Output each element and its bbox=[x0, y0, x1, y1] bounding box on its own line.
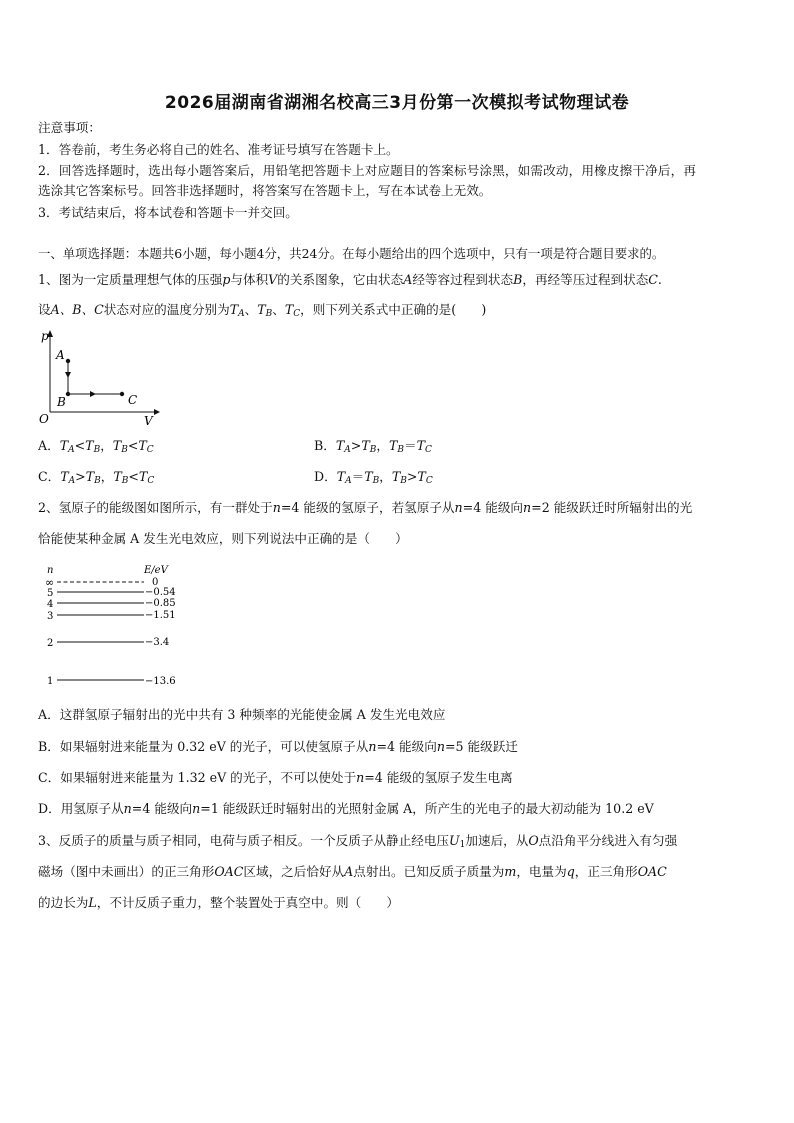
level-e-4: −0.85 bbox=[145, 598, 176, 609]
point-b-label: B bbox=[57, 395, 66, 409]
point-a bbox=[66, 359, 70, 363]
level-e-5: −0.54 bbox=[145, 587, 176, 598]
q2-option-d[interactable]: D．用氢原子从n=4 能级向n=1 能级跃迁时辐射出的光照射金属 A，所产生的光电子的最大初动能为 10.2 eV bbox=[38, 801, 654, 816]
q1-stem-line2: 设A、B、C状态对应的温度分别为$T_A$、$T_B$、$T_C$，则下列关系式中正确的是( ) bbox=[38, 302, 487, 319]
level-n-4: 4 bbox=[47, 599, 54, 610]
pv-graph bbox=[36, 328, 166, 428]
point-b bbox=[66, 392, 70, 396]
v-label: V bbox=[144, 414, 153, 428]
notice-item-2-cont: 选涂其它答案标号。回答非选择题时，将答案写在答题卡上，写在本试卷上无效。 bbox=[38, 183, 492, 198]
isochoric-arrow bbox=[65, 372, 71, 378]
q2-option-b[interactable]: B．如果辐射进来能量为 0.32 eV 的光子，可以使氢原子从n=4 能级向n=5 能级跃迁 bbox=[38, 739, 518, 754]
q2-option-c[interactable]: C．如果辐射进来能量为 1.32 eV 的光子，不可以使处于n=4 能级的氢原子发生电离 bbox=[38, 770, 513, 785]
level-e-1: −13.6 bbox=[145, 676, 176, 687]
q1-option-d[interactable]: D．$T_A=T_B$，$T_B>T_C$ bbox=[314, 469, 433, 486]
q1-option-c[interactable]: C．$T_A>T_B$，$T_B<T_C$ bbox=[38, 469, 155, 486]
point-a-label: A bbox=[56, 348, 65, 362]
q1-option-a[interactable]: A．$T_A<T_B$，$T_B<T_C$ bbox=[38, 438, 154, 455]
e-header: E/eV bbox=[144, 565, 168, 576]
q2-stem-line2: 恰能使某种金属 A 发生光电效应，则下列说法中正确的是（ ） bbox=[38, 531, 408, 546]
level-n-2: 2 bbox=[47, 638, 54, 649]
point-c bbox=[120, 392, 124, 396]
notice-item-3: 3．考试结束后，将本试卷和答题卡一并交回。 bbox=[38, 205, 298, 220]
n-header: n bbox=[47, 565, 54, 576]
section-heading: 一、单项选择题：本题共6小题，每小题4分，共24分。在每小题给出的四个选项中，只有一项是符合题目要求的。 bbox=[38, 246, 665, 261]
q2-option-a[interactable]: A．这群氢原子辐射出的光中共有 3 种频率的光能使金属 A 发生光电效应 bbox=[38, 707, 446, 722]
point-c-label: C bbox=[128, 393, 138, 407]
notice-item-1: 1．答卷前，考生务必将自己的姓名、准考证号填写在答题卡上。 bbox=[38, 142, 399, 157]
level-n-inf: ∞ bbox=[45, 576, 55, 589]
p-label: p bbox=[41, 329, 49, 343]
notice-item-2: 2．回答选择题时，选出每小题答案后，用铅笔把答题卡上对应题目的答案标号涂黑，如需改动，用橡皮擦干净后，再 bbox=[38, 163, 697, 178]
level-e-inf: 0 bbox=[152, 577, 159, 588]
notice-heading: 注意事项： bbox=[38, 120, 101, 135]
level-n-5: 5 bbox=[47, 588, 54, 599]
q3-stem-line1: 3、反质子的质量与质子相同，电荷与质子相反。一个反质子从静止经电压$U_1$加速后，从O点沿角平分线进入有匀强 bbox=[38, 833, 678, 850]
v-axis-arrow bbox=[154, 409, 160, 415]
level-e-3: −1.51 bbox=[145, 610, 176, 621]
q3-stem-line2: 磁场（图中未画出）的正三角形OAC区域，之后恰好从A点射出。已知反质子质量为m，电量为q，正三角形OAC bbox=[38, 864, 667, 879]
energy-level-diagram bbox=[42, 562, 192, 690]
q2-stem-line1: 2、氢原子的能级图如图所示，有一群处于n=4 能级的氢原子，若氢原子从n=4 能级向n=2 能级跃迁时所辐射出的光 bbox=[38, 500, 693, 515]
q3-stem-line3: 的边长为L，不计反质子重力，整个装置处于真空中。则（ ） bbox=[38, 895, 399, 910]
origin-label: O bbox=[39, 412, 49, 426]
level-e-2: −3.4 bbox=[145, 637, 170, 648]
q1-option-b[interactable]: B．$T_A>T_B$，$T_B=T_C$ bbox=[314, 438, 432, 455]
isobaric-arrow bbox=[90, 391, 96, 397]
page-title: 2026届湖南省湖湘名校高三3月份第一次模拟考试物理试卷 bbox=[164, 93, 630, 113]
q1-stem-line1: 1、图为一定质量理想气体的压强p与体积V的关系图象，它由状态A经等容过程到状态B，再经等压过程到状态C. bbox=[38, 272, 662, 287]
level-n-1: 1 bbox=[47, 676, 54, 687]
level-n-3: 3 bbox=[47, 611, 54, 622]
